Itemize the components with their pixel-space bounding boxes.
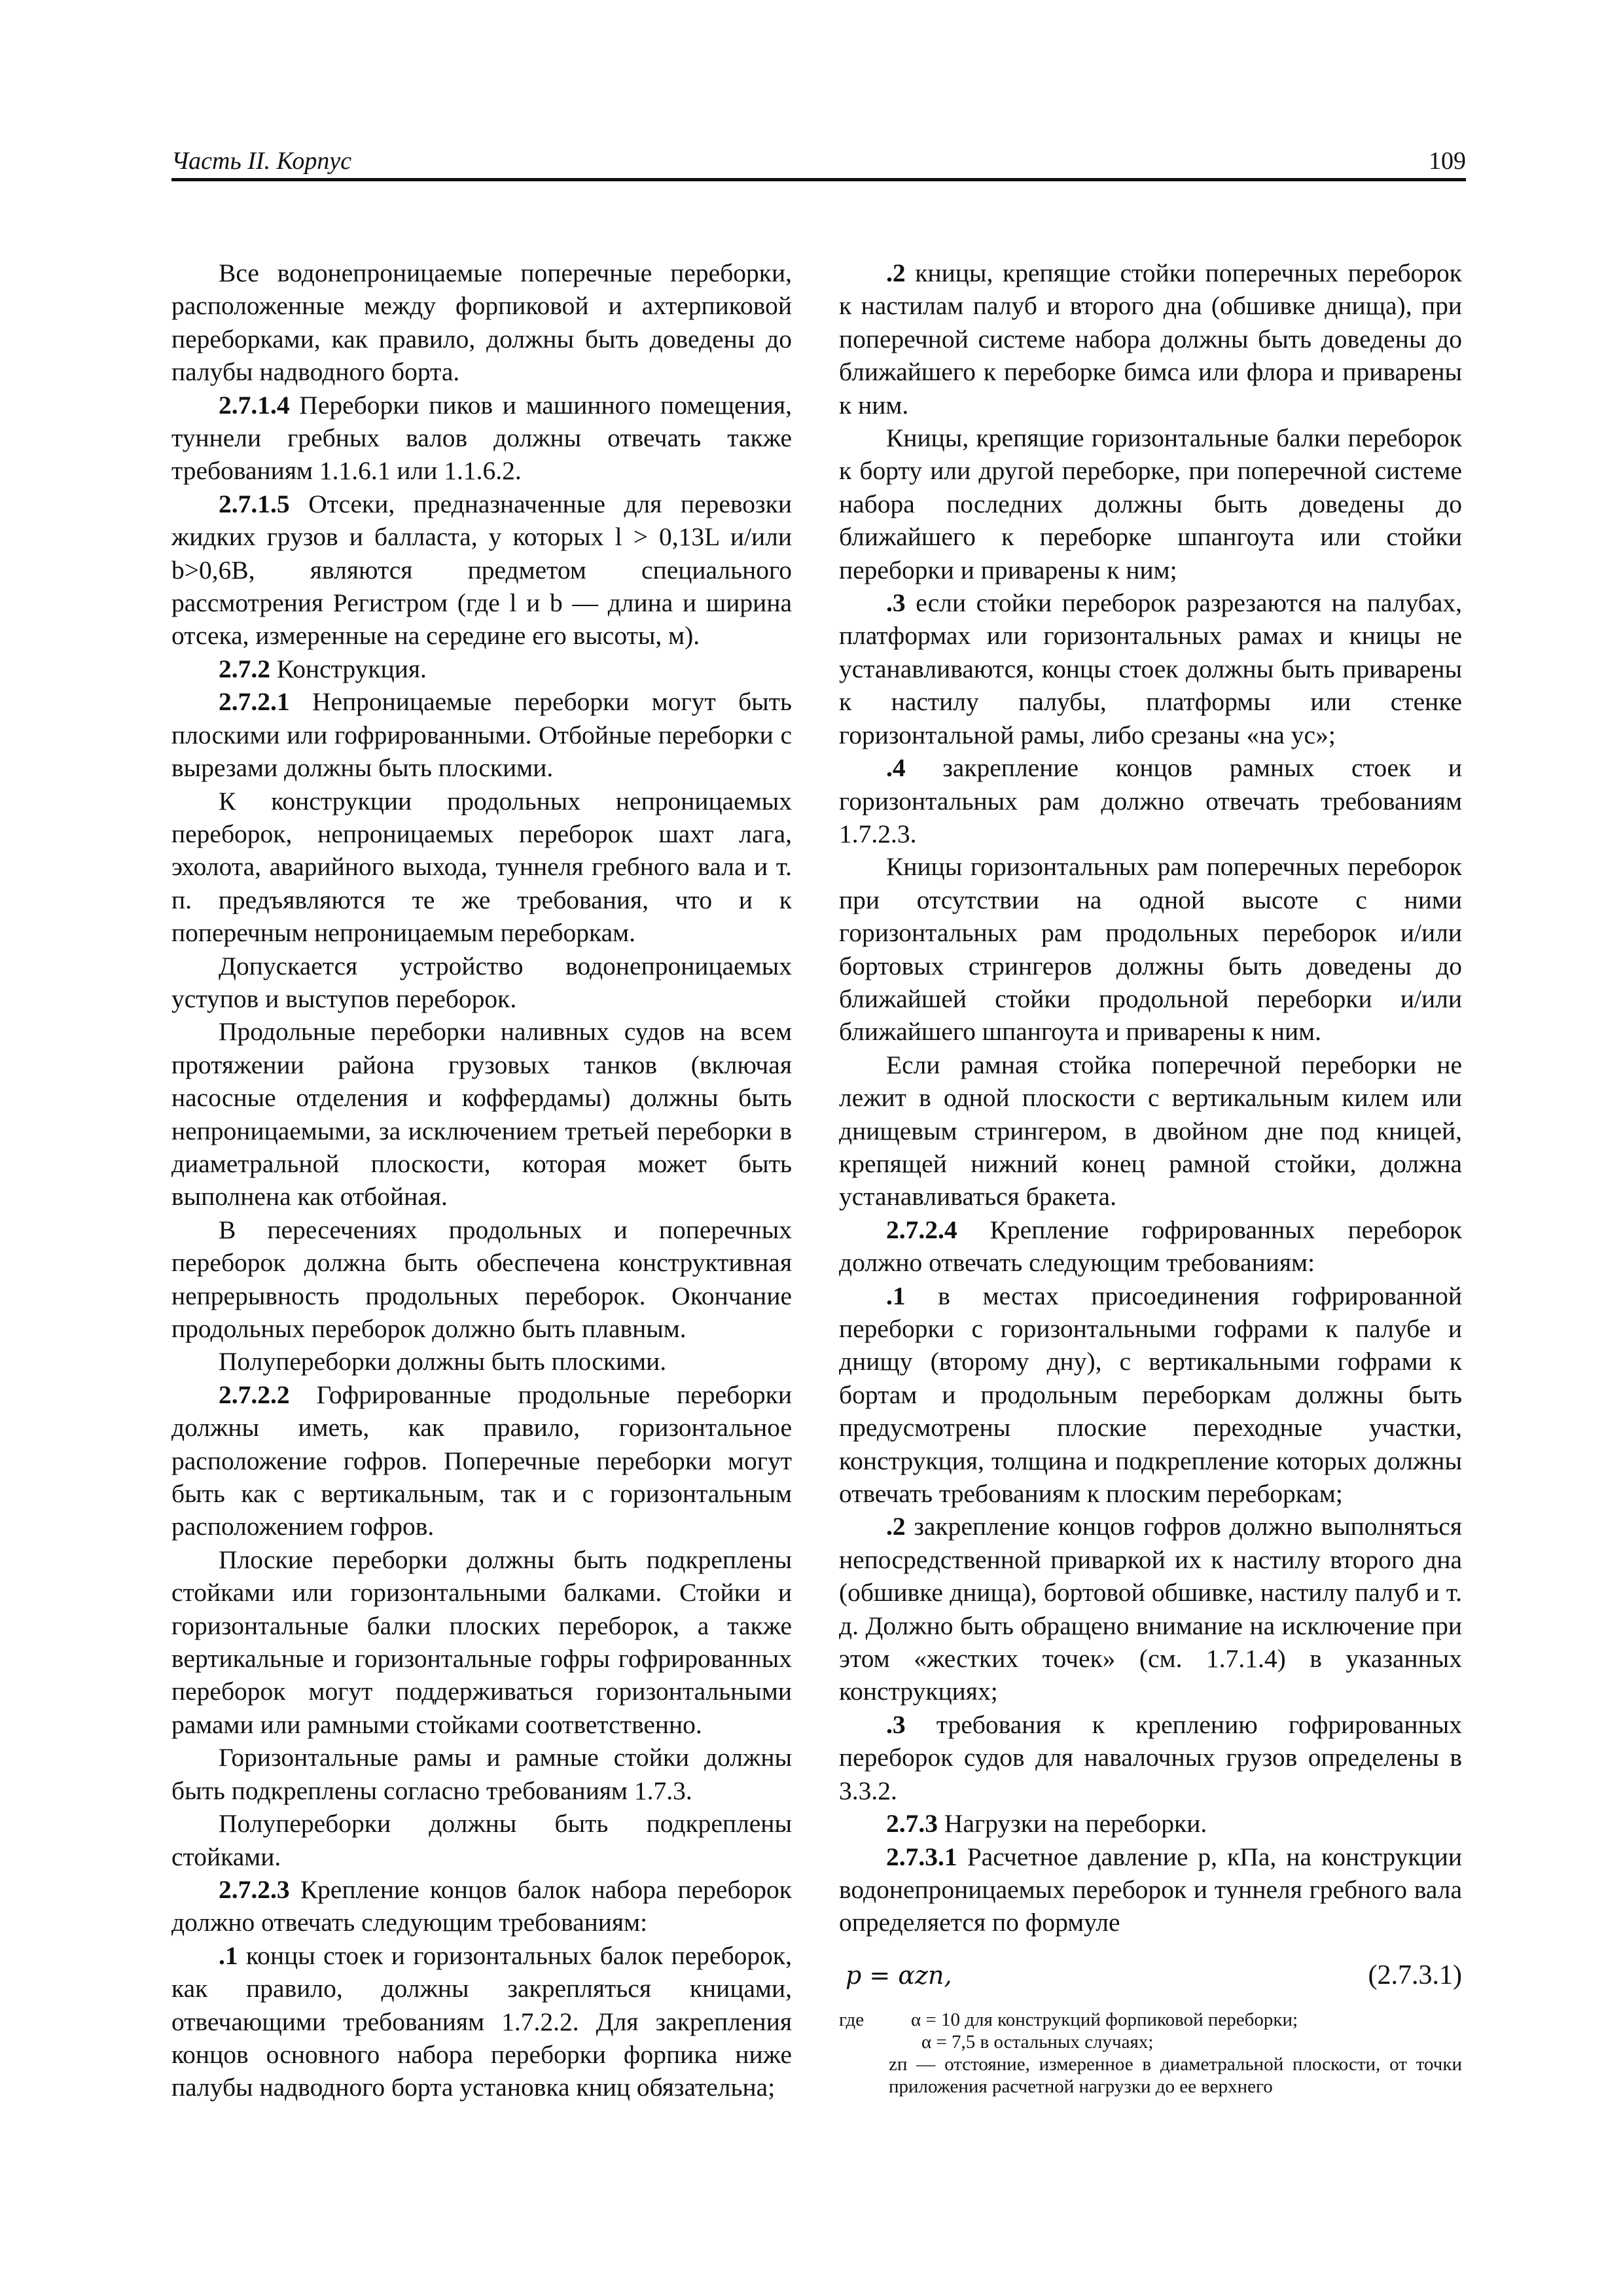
paragraph: Все водонепроницаемые поперечные переборки, расположенные между форпиковой и ахтерпиковой переборками, как правило, должны быть доведены до палубы надводного борта. (171, 259, 792, 387)
legend-line: α = 10 для конструкций форпиковой переборки; (911, 2009, 1298, 2030)
paragraph: 2.7.1.5 Отсеки, предназначенные для перевозки жидких грузов и балласта, у которых l > 0,13L и/или b>0,6B, являются предметом специального рассмотрения Регистром (где l и b — длина и ширина отсека, измеренные на середине его высоты, м). (171, 489, 792, 651)
section-heading: 2.7.3 Нагрузки на переборки. (886, 1809, 1207, 1839)
paragraph: Кницы, крепящие горизонтальные балки переборок к борту или другой переборке, при поперечной системе набора последних должны быть доведены до ближайшего к переборке шпангоута или стойки переборки и приварены к ним; (839, 423, 1462, 584)
clause-number: 2.7.1.5 (219, 489, 290, 518)
clause-number: .1 (886, 1281, 906, 1310)
right-column (839, 257, 1462, 2098)
legend-line: zп — отстояние, измеренное в диаметральной плоскости, от точки приложения расчетной нагрузки до ее верхнего (889, 2053, 1462, 2097)
paragraph: .3 если стойки переборок разрезаются на палубах, платформах или горизонтальных рамах и кницы не устанавливаются, концы стоек должны быть приварены к настилу палубы, платформы или стенке горизонтальной рамы, либо срезаны «на ус»; (839, 588, 1462, 749)
paragraph: .4 закрепление концов рамных стоек и горизонтальных рам должно отвечать требованиям 1.7.2.3. (839, 753, 1462, 848)
paragraph: Допускается устройство водонепроницаемых уступов и выступов переборок. (171, 951, 792, 1013)
clause-number: 2.7.3 (886, 1809, 938, 1839)
formula-expression: p = αzп, (846, 1960, 952, 1990)
paragraph: .1 в местах присоединения гофрированной переборки с горизонтальными гофрами к палубе и днищу (второму дну), с вертикальными гофрами к бортам и продольным переборкам должны быть предусмотрены плоские переходные участки, конструкция, толщина и подкрепление которых должны отвечать требованиям к плоским переборкам; (839, 1281, 1462, 1509)
paragraph: Если рамная стойка поперечной переборки не лежит в одной плоскости с вертикальным килем или днищевым стрингером, в двойном дне под кницей, крепящей нижний конец рамной стойки, должна устанавливаться бракета. (839, 1050, 1462, 1211)
left-column (171, 257, 792, 2104)
clause-number: .2 (886, 259, 906, 287)
clause-number: .1 (219, 1941, 238, 1970)
paragraph: Продольные переборки наливных судов на всем протяжении района грузовых танков (включая насосные отделения и коффердамы) должны быть непроницаемыми, за исключением третьей переборки в диаметральной плоскости, которая может быть выполнена как отбойная. (171, 1017, 792, 1211)
clause-number: 2.7.2.4 (886, 1215, 957, 1244)
where-label: где (839, 2009, 865, 2030)
paragraph: Полупереборки должны быть плоскими. (219, 1347, 667, 1376)
paragraph: 2.7.2.2 Гофрированные продольные переборки должны иметь, как правило, горизонтальное расположение гофров. Поперечные переборки могут быть как с вертикальным, так и с горизонтальным расположением гофров. (171, 1380, 792, 1541)
running-title: Часть II. Корпус (171, 147, 352, 175)
paragraph: В пересечениях продольных и поперечных переборок должна быть обеспечена конструктивная непрерывность продольных переборок. Окончание продольных переборок должно быть плавным. (171, 1215, 792, 1343)
clause-number: 2.7.2.3 (219, 1874, 290, 1904)
clause-number: .3 (886, 588, 906, 618)
paragraph: Горизонтальные рамы и рамные стойки должны быть подкреплены согласно требованиям 1.7.3. (171, 1743, 792, 1805)
clause-number: .3 (886, 1710, 906, 1739)
page-number: 109 (1429, 147, 1466, 175)
paragraph: .2 кницы, крепящие стойки поперечных переборок к настилам палуб и второго дна (обшивке днища), при поперечной системе набора должны быть доведены до ближайшего к переборке бимса или флора и приварены к ним. (839, 259, 1462, 420)
paragraph: .3 требования к креплению гофрированных переборок судов для навалочных грузов определены в 3.3.2. (839, 1710, 1462, 1805)
paragraph: .2 закрепление концов гофров должно выполняться непосредственной приваркой их к настилу второго дна (обшивке днища), бортовой обшивке, настилу палуб и т. д. Должно быть обращено внимание на исключение при этом «жестких точек» (см. 1.7.1.4) в указанных конструкциях; (839, 1512, 1462, 1706)
paragraph: 2.7.2.1 Непроницаемые переборки могут быть плоскими или гофрированными. Отбойные переборки с вырезами должны быть плоскими. (171, 687, 792, 783)
clause-number: .2 (886, 1512, 906, 1541)
clause-number: 2.7.1.4 (219, 390, 290, 420)
paragraph: Кницы горизонтальных рам поперечных переборок при отсутствии на одной высоте с ними горизонтальных рам продольных переборок и/или бортовых стрингеров должны быть доведены до ближайшей стойки продольной переборки и/или ближайшего шпангоута и приварены к ним. (839, 852, 1462, 1047)
clause-number: .4 (886, 753, 906, 783)
paragraph: Полупереборки должны быть подкреплены стойками. (171, 1809, 792, 1871)
clause-number: 2.7.2 (219, 654, 270, 683)
paragraph: 2.7.2.3 Крепление концов балок набора переборок должно отвечать следующим требованиям: (171, 1874, 792, 1937)
formula-legend (839, 2009, 1462, 2098)
clause-number: 2.7.3.1 (886, 1842, 957, 1871)
clause-number: 2.7.2.1 (219, 687, 290, 717)
paragraph: .1 концы стоек и горизонтальных балок переборок, как правило, должны закрепляться кницами, отвечающими требованиям 1.7.2.2. Для закрепления концов основного набора переборки форпика ниже палубы надводного борта установка книц обязательна; (171, 1941, 792, 2102)
section-heading: 2.7.2 Конструкция. (219, 654, 427, 683)
paragraph: 2.7.3.1 Расчетное давление p, кПа, на конструкции водонепроницаемых переборок и туннеля гребного вала определяется по формуле (839, 1842, 1462, 1937)
paragraph: Плоские переборки должны быть подкреплены стойками или горизонтальными балками. Стойки и горизонтальные балки плоских переборок, а также вертикальные и горизонтальные гофры гофрированных переборок могут поддерживаться горизонтальными рамами или рамными стойками соответственно. (171, 1545, 792, 1739)
formula-number: (2.7.3.1) (1368, 1960, 1462, 1990)
paragraph: К конструкции продольных непроницаемых переборок, непроницаемых переборок шахт лага, эхолота, аварийного выхода, туннеля гребного вала и т. п. предъявляются те же требования, что и к поперечным непроницаемым переборкам. (171, 786, 792, 948)
clause-number: 2.7.2.2 (219, 1380, 290, 1409)
legend-line: α = 7,5 в остальных случаях; (921, 2031, 1154, 2053)
paragraph: 2.7.1.4 Переборки пиков и машинного помещения, туннели гребных валов должны отвечать также требованиям 1.1.6.1 или 1.1.6.2. (171, 390, 792, 486)
paragraph: 2.7.2.4 Крепление гофрированных переборок должно отвечать следующим требованиям: (839, 1215, 1462, 1278)
formula (839, 1955, 1462, 1997)
page-header (171, 144, 1466, 181)
